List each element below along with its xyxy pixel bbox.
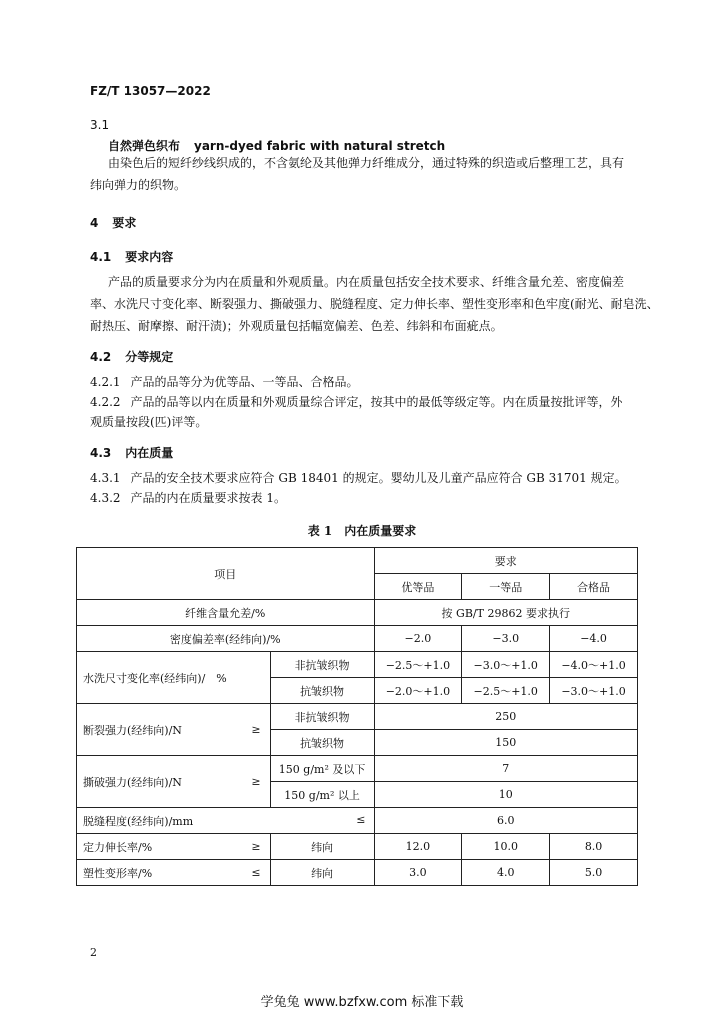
section-4-1-line-1: 产品的质量要求分为内在质量和外观质量。内在质量包括安全技术要求、纤维含量允差、密度偏差 [108,275,625,289]
tearing-sub-heavy: 150 g/m² 以上 [270,782,374,808]
section-4-title: 要求 [112,216,137,230]
section-4-3-1 [90,467,627,489]
plastic-deformation-symbol: ≤ [242,860,270,886]
plastic-deformation-sub: 纬向 [270,860,374,886]
plastic-deformation-label: 塑性变形率/% [77,860,243,886]
table-row [77,860,638,886]
density-value-first: −3.0 [462,626,550,652]
site-footer: 学兔兔 www.bzfxw.com 标准下载 [260,995,464,1010]
elongation-value-first: 10.0 [462,834,550,860]
section-4-1-number: 4.1 [90,250,112,264]
section-4-1-line-3: 耐热压、耐摩擦、耐汗渍)；外观质量包括幅宽偏差、色差、纬斜和布面疵点。 [90,319,503,333]
table-row [77,756,638,782]
seam-slippage-value: 6.0 [374,808,638,834]
standard-number: FZ/T 13057—2022 [90,84,211,98]
wash-value-2-superior: −2.0～+1.0 [374,678,462,704]
section-4-3-1-text: 产品的安全技术要求应符合 GB 18401 的规定。婴幼儿及儿童产品应符合 GB 31701 规定。 [130,471,627,485]
plastic-value-first: 4.0 [462,860,550,886]
wash-value-1-qualified: −4.0～+1.0 [550,652,638,678]
table-row [77,834,638,860]
header-grade-superior: 优等品 [374,574,462,600]
tearing-strength-symbol: ≥ [242,756,270,808]
section-4-3-2-number: 4.3.2 [90,491,121,505]
density-value-qualified: −4.0 [550,626,638,652]
section-4-number: 4 [90,216,99,230]
fiber-content-value: 按 GB/T 29862 要求执行 [374,600,638,626]
wash-value-1-superior: −2.5～+1.0 [374,652,462,678]
seam-slippage-symbol: ≤ [356,812,366,826]
table-row [77,652,638,678]
header-grade-first: 一等品 [462,574,550,600]
elongation-value-qualified: 8.0 [550,834,638,860]
section-4-1-line-2: 率、水洗尺寸变化率、断裂强力、撕破强力、脱缝程度、定力伸长率、塑性变形率和色牢度(耐光、耐皂洗、 [90,297,659,311]
section-4-2-2 [90,391,623,413]
section-4-3-number: 4.3 [90,446,112,460]
density-deviation-label: 密度偏差率(经纬向)/% [77,626,375,652]
section-4-3-2-text: 产品的内在质量要求按表 1。 [130,491,286,505]
tearing-strength-label: 撕破强力(经纬向)/N [77,756,243,808]
wash-change-label: 水洗尺寸变化率(经纬向)/ % [77,652,271,704]
page-number: 2 [90,946,97,959]
term-definition-line-2: 纬向弹力的织物。 [90,178,187,192]
section-3-1-number: 3.1 [90,118,110,132]
section-4-2-title: 分等规定 [125,350,174,364]
term-chinese: 自然弹色织布 [108,139,181,153]
elongation-sub: 纬向 [270,834,374,860]
wash-value-1-first: −3.0～+1.0 [462,652,550,678]
elongation-symbol: ≥ [242,834,270,860]
breaking-sub-wrinkle: 抗皱织物 [270,730,374,756]
elongation-label: 定力伸长率/% [77,834,243,860]
section-4-2-2-number: 4.2.2 [90,395,121,409]
seam-slippage-text: 脱缝程度(经纬向)/mm [83,814,194,828]
wash-sub-wrinkle: 抗皱织物 [270,678,374,704]
table-header-row-1 [77,548,638,574]
section-4-1-title: 要求内容 [125,250,174,264]
term-english: yarn-dyed fabric with natural stretch [194,139,446,153]
section-4-2-number: 4.2 [90,350,112,364]
term-definition-line-1: 由染色后的短纤纱线织成的，不含氨纶及其他弹力纤维成分，通过特殊的织造或后整理工艺，具有 [108,156,625,170]
section-4-2-1-text: 产品的品等分为优等品、一等品、合格品。 [130,375,359,389]
section-4-3-heading [90,444,173,461]
quality-requirements-table [76,547,638,886]
breaking-value-2: 150 [374,730,638,756]
fiber-content-label: 纤维含量允差/% [77,600,375,626]
section-4-2-1 [90,371,359,393]
section-4-3-2 [90,487,286,509]
table-row [77,626,638,652]
section-4-3-title: 内在质量 [125,446,174,460]
section-4-2-2-line-1: 产品的品等以内在质量和外观质量综合评定，按其中的最低等级定等。内在质量按批评等，外 [130,395,623,409]
table-row [77,808,638,834]
section-4-heading [90,214,136,231]
tearing-value-1: 7 [374,756,638,782]
table-caption: 表 1 内在质量要求 [307,524,417,538]
section-4-1-heading [90,248,173,265]
plastic-value-qualified: 5.0 [550,860,638,886]
wash-value-2-first: −2.5～+1.0 [462,678,550,704]
header-requirement: 要求 [374,548,638,574]
section-4-2-heading [90,348,173,365]
seam-slippage-label [77,808,375,834]
wash-value-2-qualified: −3.0～+1.0 [550,678,638,704]
breaking-strength-symbol: ≥ [242,704,270,756]
breaking-strength-label: 断裂强力(经纬向)/N [77,704,243,756]
table-row [77,704,638,730]
header-item: 项目 [77,548,375,600]
tearing-sub-light: 150 g/m² 及以下 [270,756,374,782]
wash-sub-non-wrinkle: 非抗皱织物 [270,652,374,678]
table-row [77,600,638,626]
header-grade-qualified: 合格品 [550,574,638,600]
density-value-superior: −2.0 [374,626,462,652]
breaking-value-1: 250 [374,704,638,730]
tearing-value-2: 10 [374,782,638,808]
breaking-sub-non-wrinkle: 非抗皱织物 [270,704,374,730]
elongation-value-superior: 12.0 [374,834,462,860]
plastic-value-superior: 3.0 [374,860,462,886]
section-4-2-2-line-2: 观质量按段(匹)评等。 [90,415,208,429]
section-4-3-1-number: 4.3.1 [90,471,121,485]
section-4-2-1-number: 4.2.1 [90,375,121,389]
